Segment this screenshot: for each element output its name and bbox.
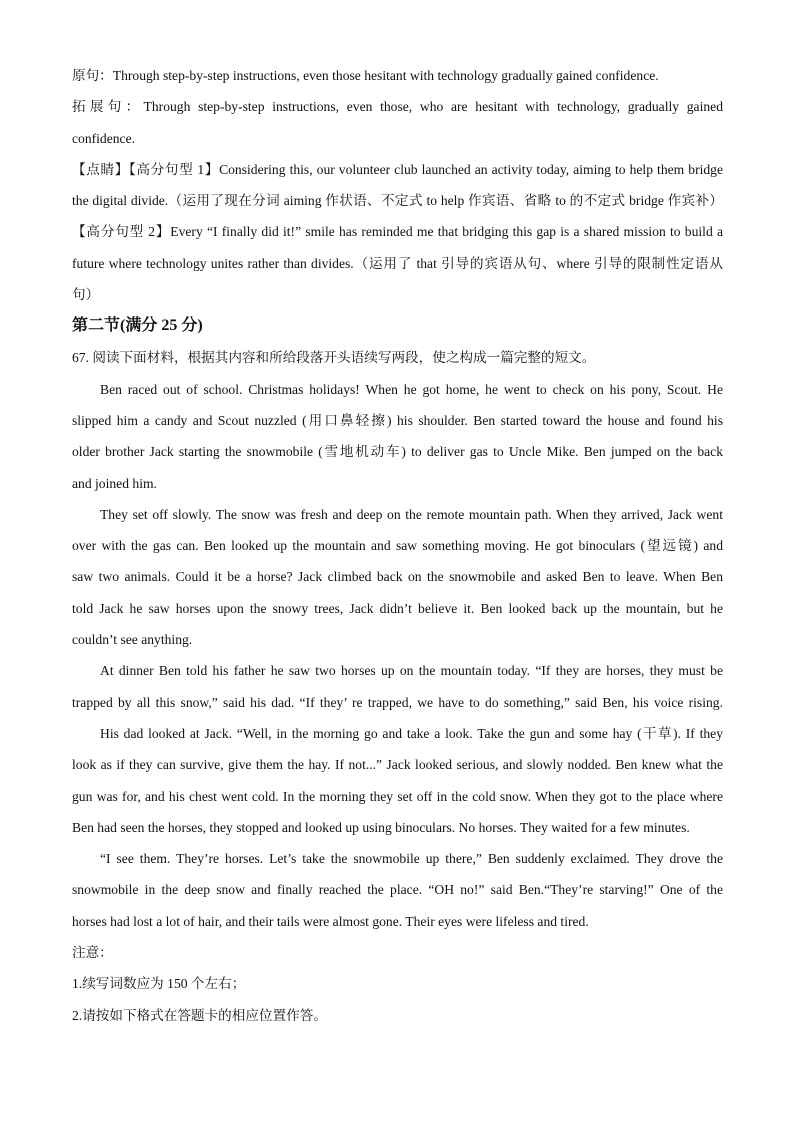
document-page	[72, 60, 723, 1031]
passage-line: trapped by all this snow,” said his dad. “If they’ re trapped, we have to do something,” said Ben, his voice rising.	[72, 694, 723, 710]
passage-line: His dad looked at Jack. “Well, in the morning go and take a look. Take the gun and some hay (干草). If they	[100, 725, 723, 741]
expanded-sentence-cont: confidence.	[72, 130, 136, 146]
passage-line: over with the gas can. Ben looked up the mountain and saw something moving. He got binoculars (望远镜) and	[72, 538, 723, 554]
notes-heading: 注意：	[72, 945, 113, 961]
passage-line: older brother Jack starting the snowmobile (雪地机动车) to deliver gas to Uncle Mike. Ben jumped on the back	[72, 444, 723, 460]
passage-line: Ben had seen the horses, they stopped and looked up using binoculars. No horses. They waited for a few minutes.	[72, 819, 690, 835]
highlight-pattern-1-cont: the digital divide.（运用了现在分词 aiming 作状语、不定式 to help 作宾语、省略 to 的不定式 bridge 作宾补）	[72, 193, 723, 209]
note-item: 2.请按如下格式在答题卡的相应位置作答。	[72, 1007, 327, 1023]
highlight-pattern-1: 【点睛】【高分句型 1】Considering this, our volunteer club launched an activity today, aiming to help them bridge	[72, 161, 723, 177]
passage-line: Ben raced out of school. Christmas holidays! When he got home, he went to check on his pony, Scout. He	[100, 381, 723, 397]
question-prompt: 67. 阅读下面材料，根据其内容和所给段落开头语续写两段，使之构成一篇完整的短文。	[72, 350, 596, 366]
passage-line: gun was for, and his chest went cold. In the morning they set off in the cold snow. When they got to the place where	[72, 788, 723, 804]
passage-line: slipped him a candy and Scout nuzzled (用口鼻轻擦) his shoulder. Ben started toward the house and found his	[72, 412, 723, 428]
passage-line: saw two animals. Could it be a horse? Jack climbed back on the snowmobile and asked Ben to leave. When Ben	[72, 569, 723, 585]
note-item: 1.续写词数应为 150 个左右；	[72, 976, 246, 992]
passage-line: look as if they can survive, give them the hay. If not...” Jack looked serious, and slowly nodded. Ben knew what the	[72, 757, 723, 773]
section-heading: 第二节(满分 25 分)	[72, 317, 203, 335]
passage-line: told Jack he saw horses upon the snowy trees, Jack didn’t believe it. Ben looked back up the mountain, but he	[72, 600, 723, 616]
original-sentence: 原句：Through step-by-step instructions, even those hesitant with technology gradually gained confidence.	[72, 68, 659, 83]
passage-line: and joined him.	[72, 475, 157, 491]
passage-line: horses had lost a lot of hair, and their tails were almost gone. Their eyes were lifeless and tired.	[72, 913, 589, 929]
highlight-pattern-2: 【高分句型 2】Every “I finally did it!” smile has reminded me that bridging this gap is a shared mission to build a	[72, 224, 723, 240]
highlight-pattern-2-cont: future where technology unites rather than divides.（运用了 that 引导的宾语从句、where 引导的限制性定语从	[72, 255, 723, 271]
passage-line: “I see them. They’re horses. Let’s take the snowmobile up there,” Ben suddenly exclaimed. They drove the	[100, 851, 723, 867]
passage-line: They set off slowly. The snow was fresh and deep on the remote mountain path. When they arrived, Jack went	[100, 506, 723, 522]
expanded-sentence: 拓展句：Through step-by-step instructions, even those, who are hesitant with technology, gradually gained	[72, 99, 723, 115]
passage-line: couldn’t see anything.	[72, 632, 193, 648]
highlight-pattern-2-end: 句）	[72, 287, 100, 303]
passage-line: At dinner Ben told his father he saw two horses up on the mountain today. “If they are horses, they must be	[100, 663, 723, 679]
passage-line: snowmobile in the deep snow and finally reached the place. “OH no!” said Ben.“They’re starving!” One of the	[72, 882, 723, 898]
